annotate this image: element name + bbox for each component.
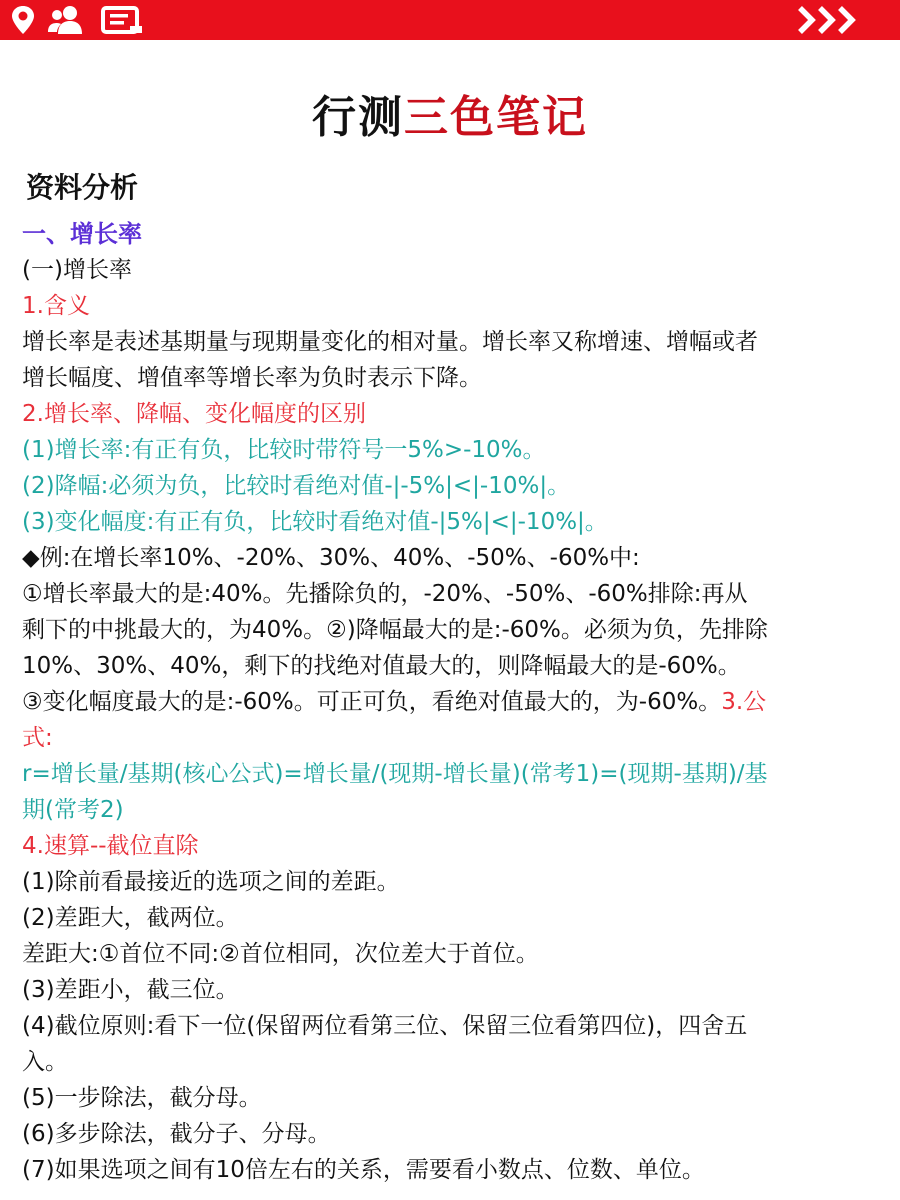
item-formula-heading-part-2: 式:: [22, 725, 53, 751]
title-black-part: 行测: [312, 92, 404, 143]
example-text-line-4: [22, 684, 882, 720]
example-text-line-1: ①增长率最大的是:40%。先播除负的，-20%、-50%、-60%排除:再从: [22, 581, 748, 607]
quick-calc-point-4-line-1: (4)截位原则:看下一位(保留两位看第三位、保留三位看第四位)，四舍五: [22, 1013, 748, 1039]
section-title: 资料分析: [26, 171, 139, 204]
item-difference-heading: 2.增长率、降幅、变化幅度的区别: [22, 401, 366, 427]
meaning-text-line-2: 增长幅度、增值率等增长率为负时表示下降。: [22, 365, 482, 391]
example-text-line-4-main: ③变化幅度最大的是:-60%。可正可负，看绝对值最大的，为-60%。: [22, 689, 722, 715]
heading-growth-rate: 一、增长率: [22, 220, 142, 248]
item-quick-calc-heading: 4.速算--截位直除: [22, 833, 199, 859]
formula-line-1: r=增长量/基期(核心公式)=增长量/(现期-增长量)(常考1)=(现期-基期)/基: [22, 761, 768, 787]
difference-point-2: (2)降幅:必须为负，比较时看绝对值-|-5%|<|-10%|。: [22, 473, 571, 499]
quick-calc-point-3: (3)差距小，截三位。: [22, 977, 239, 1003]
example-text-line-2: 剩下的中挑最大的，为40%。②)降幅最大的是:-60%。必须为负，先排除: [22, 617, 768, 643]
title-red-part: 三色笔记: [404, 92, 588, 143]
notes-icon[interactable]: [100, 4, 144, 36]
formula-line-2: 期(常考2): [22, 797, 124, 823]
item-meaning-heading: 1.含义: [22, 293, 90, 319]
quick-calc-point-4-line-2: 入。: [22, 1049, 68, 1075]
meaning-text-line-1: 增长率是表述基期量与现期量变化的相对量。增长率又称增速、增幅或者: [22, 329, 758, 355]
triple-chevron-right-icon[interactable]: [796, 4, 862, 36]
quick-calc-point-6: (6)多步除法，截分子、分母。: [22, 1121, 331, 1147]
example-text-line-3: 10%、30%、40%，剩下的找绝对值最大的，则降幅最大的是-60%。: [22, 653, 741, 679]
difference-point-3: (3)变化幅度:有正有负，比较时看绝对值-|5%|<|-10%|。: [22, 509, 608, 535]
quick-calc-point-5: (5)一步除法，截分母。: [22, 1085, 262, 1111]
notes-content: [22, 216, 882, 1188]
quick-calc-point-7: (7)如果选项之间有10倍左右的关系，需要看小数点、位数、单位。: [22, 1157, 705, 1183]
quick-calc-point-1: (1)除前看最接近的选项之间的差距。: [22, 869, 400, 895]
example-intro: ◆例:在增长率10%、-20%、30%、40%、-50%、-60%中:: [22, 545, 640, 571]
subheading-growth-rate: (一)增长率: [22, 257, 132, 283]
page-title: [0, 88, 900, 148]
item-formula-heading-part-1: 3.公: [721, 689, 767, 715]
location-pin-icon[interactable]: [10, 4, 36, 36]
difference-point-1: (1)增长率:有正有负，比较时带符号一5%>-10%。: [22, 437, 546, 463]
top-bar: [0, 0, 900, 40]
quick-calc-note: 差距大:①首位不同:②首位相同，次位差大于首位。: [22, 941, 539, 967]
users-icon[interactable]: [46, 4, 86, 36]
quick-calc-point-2: (2)差距大，截两位。: [22, 905, 239, 931]
